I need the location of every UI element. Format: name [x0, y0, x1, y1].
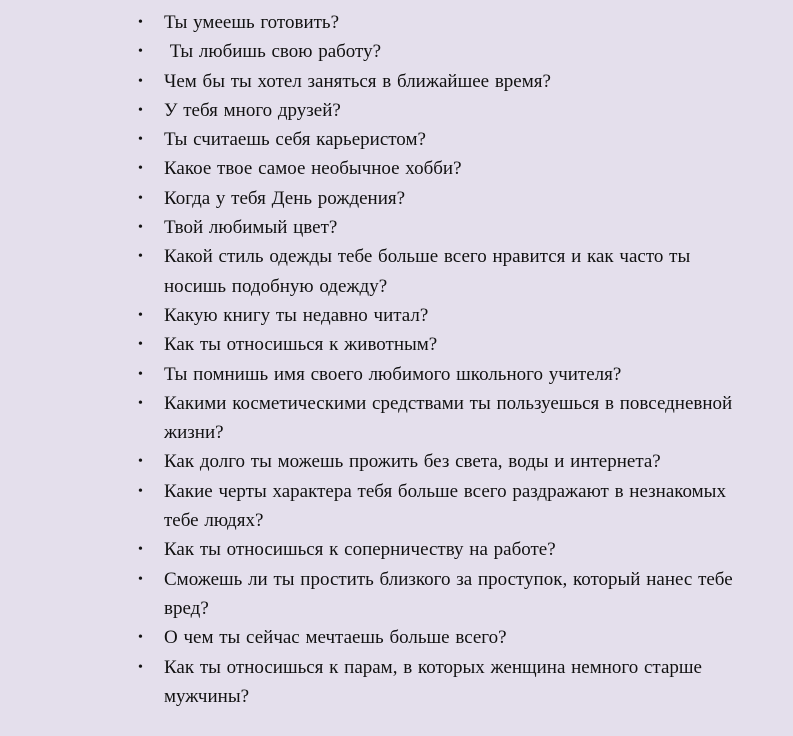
bullet-icon: • [138, 337, 143, 353]
list-item [138, 447, 753, 476]
question-text: Ты считаешь себя карьеристом? [164, 129, 426, 151]
bullet-icon: • [138, 249, 143, 265]
bullet-icon: • [138, 395, 143, 411]
question-text: Как ты относишься к соперничеству на работе? [164, 539, 556, 561]
list-item [138, 242, 753, 301]
question-text: У тебя много друзей? [164, 99, 341, 121]
bullet-icon: • [138, 220, 143, 236]
question-text: Сможешь ли ты простить близкого за проступок, который нанес тебе вред? [164, 568, 733, 619]
question-text: Чем бы ты хотел заняться в ближайшее время? [164, 70, 551, 92]
bullet-icon: • [138, 659, 143, 675]
bullet-icon: • [138, 190, 143, 206]
question-text: Как ты относишься к парам, в которых женщина немного старше мужчины? [164, 656, 702, 707]
question-text: Ты помнишь имя своего любимого школьного учителя? [164, 363, 622, 385]
list-item [138, 565, 753, 624]
question-text: О чем ты сейчас мечтаешь больше всего? [164, 627, 507, 649]
list-item [138, 184, 753, 213]
list-item [138, 301, 753, 330]
list-item [138, 8, 753, 37]
list-item [138, 125, 753, 154]
list-item [138, 67, 753, 96]
bullet-icon: • [138, 44, 143, 60]
bullet-icon: • [138, 571, 143, 587]
bullet-icon: • [138, 307, 143, 323]
question-text: Когда у тебя День рождения? [164, 187, 406, 209]
list-item [138, 477, 753, 536]
list-item [138, 389, 753, 448]
bullet-icon: • [138, 630, 143, 646]
question-text: Ты умеешь готовить? [164, 12, 340, 33]
list-item [138, 213, 753, 242]
list-item [138, 96, 753, 125]
bullet-icon: • [138, 366, 143, 382]
list-item [138, 535, 753, 564]
question-text: Какое твое самое необычное хобби? [164, 158, 462, 180]
list-item [138, 154, 753, 183]
question-list [0, 8, 793, 711]
question-text: Как долго ты можешь прожить без света, воды и интернета? [164, 451, 661, 473]
list-item [138, 330, 753, 359]
bullet-icon: • [138, 483, 143, 499]
bullet-icon: • [138, 161, 143, 177]
bullet-icon: • [138, 73, 143, 89]
list-item [138, 623, 753, 652]
bullet-icon: • [138, 102, 143, 118]
question-text: Какой стиль одежды тебе больше всего нравится и как часто ты носишь подобную одежду? [164, 246, 691, 297]
bullet-icon: • [138, 132, 143, 148]
question-text: Какую книгу ты недавно читал? [164, 304, 429, 326]
list-item [138, 37, 753, 66]
question-text: Какие черты характера тебя больше всего раздражают в незнакомых тебе людях? [164, 480, 726, 532]
question-text: Как ты относишься к животным? [164, 334, 438, 356]
question-text: Ты любишь свою работу? [164, 41, 382, 63]
list-item [138, 360, 753, 389]
question-text: Твой любимый цвет? [164, 217, 338, 239]
bullet-icon: • [138, 454, 143, 470]
question-text: Какими косметическими средствами ты пользуешься в повседневной жизни? [164, 392, 733, 444]
bullet-icon: • [138, 15, 143, 30]
bullet-icon: • [138, 542, 143, 558]
list-item [138, 653, 753, 712]
